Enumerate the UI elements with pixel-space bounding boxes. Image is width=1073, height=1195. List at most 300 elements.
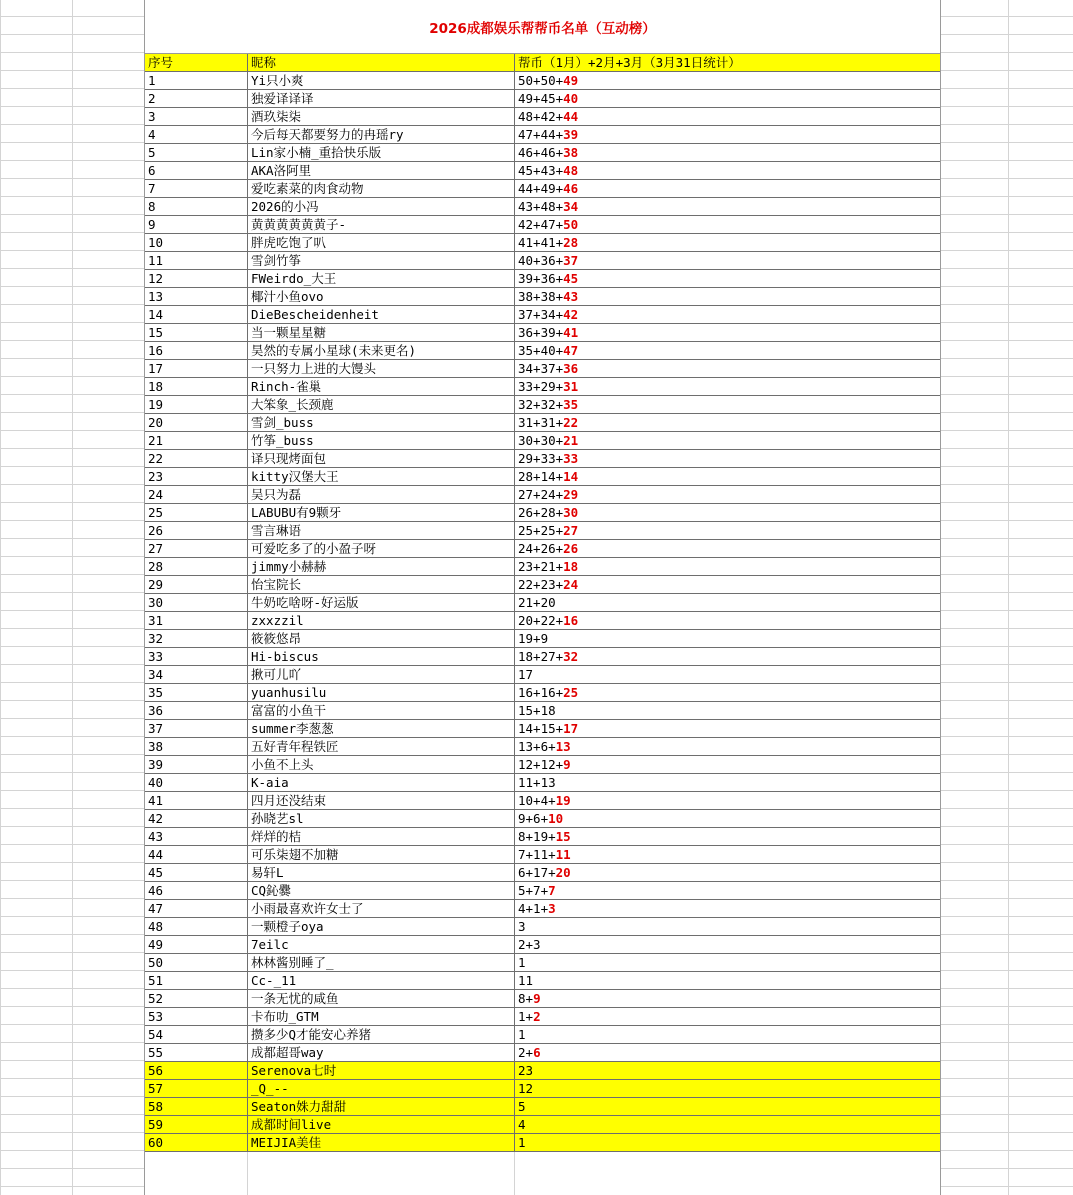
cell-name[interactable]: MEIJIA美佳 bbox=[248, 1134, 515, 1151]
cell-name[interactable]: 一条无忧的咸鱼 bbox=[248, 990, 515, 1007]
cell-coins[interactable] bbox=[515, 1098, 938, 1115]
header-cell-name[interactable]: 昵称 bbox=[248, 54, 515, 71]
table-row bbox=[145, 1062, 940, 1080]
table-row bbox=[145, 144, 940, 162]
coins-previous: 18+27+ bbox=[518, 649, 564, 664]
cell-name[interactable]: 小雨最喜欢许女士了 bbox=[248, 900, 515, 917]
cell-name[interactable]: AKA洛阿里 bbox=[248, 162, 515, 179]
cell-no[interactable]: 23 bbox=[145, 468, 248, 485]
coins-previous: 50+50+ bbox=[518, 73, 564, 88]
cell-no[interactable]: 15 bbox=[145, 324, 248, 341]
table-row bbox=[145, 468, 940, 486]
cell-no[interactable]: 9 bbox=[145, 216, 248, 233]
cell-coins[interactable] bbox=[515, 378, 938, 395]
cell-coins[interactable] bbox=[515, 504, 938, 521]
cell-no[interactable]: 36 bbox=[145, 702, 248, 719]
cell-coins[interactable] bbox=[515, 648, 938, 665]
cell-name[interactable]: DieBescheidenheit bbox=[248, 306, 515, 323]
cell-no[interactable]: 10 bbox=[145, 234, 248, 251]
cell-coins[interactable] bbox=[515, 234, 938, 251]
cell-no[interactable]: 6 bbox=[145, 162, 248, 179]
cell-coins[interactable] bbox=[515, 792, 938, 809]
cell-no[interactable]: 55 bbox=[145, 1044, 248, 1061]
cell-no[interactable]: 5 bbox=[145, 144, 248, 161]
cell-no[interactable]: 34 bbox=[145, 666, 248, 683]
cell-coins[interactable] bbox=[515, 540, 938, 557]
cell-coins[interactable] bbox=[515, 144, 938, 161]
cell-coins[interactable] bbox=[515, 360, 938, 377]
cell-coins[interactable] bbox=[515, 666, 938, 683]
table-row bbox=[145, 954, 940, 972]
cell-coins[interactable] bbox=[515, 990, 938, 1007]
cell-name[interactable]: 昊然的专属小星球(未来更名) bbox=[248, 342, 515, 359]
coins-previous: 27+24+ bbox=[518, 487, 564, 502]
table-row bbox=[145, 792, 940, 810]
cell-no[interactable]: 2 bbox=[145, 90, 248, 107]
coins-march: 37 bbox=[563, 253, 579, 268]
cell-name[interactable]: 雪言琳语 bbox=[248, 522, 515, 539]
cell-no[interactable]: 49 bbox=[145, 936, 248, 953]
table-row bbox=[145, 936, 940, 954]
cell-no[interactable]: 14 bbox=[145, 306, 248, 323]
table-row bbox=[145, 522, 940, 540]
cell-coins[interactable] bbox=[515, 1026, 938, 1043]
table-row bbox=[145, 720, 940, 738]
cell-name[interactable]: jimmy小赫赫 bbox=[248, 558, 515, 575]
coins-previous: 23 bbox=[518, 1063, 534, 1078]
coins-march: 2 bbox=[533, 1009, 541, 1024]
table-row bbox=[145, 72, 940, 90]
cell-name[interactable]: 烊烊的桔 bbox=[248, 828, 515, 845]
table-row bbox=[145, 234, 940, 252]
cell-coins[interactable] bbox=[515, 612, 938, 629]
coins-march: 34 bbox=[563, 199, 579, 214]
coins-march: 33 bbox=[563, 451, 579, 466]
cell-name[interactable]: 可乐柒翅不加糖 bbox=[248, 846, 515, 863]
cell-coins[interactable] bbox=[515, 828, 938, 845]
cell-name[interactable]: 卡布叻_GTM bbox=[248, 1008, 515, 1025]
cell-name[interactable]: 成都超哥way bbox=[248, 1044, 515, 1061]
coins-previous: 33+29+ bbox=[518, 379, 564, 394]
cell-name[interactable]: summer李葱葱 bbox=[248, 720, 515, 737]
cell-no[interactable]: 19 bbox=[145, 396, 248, 413]
cell-coins[interactable] bbox=[515, 252, 938, 269]
cell-name[interactable]: 攒多少Q才能安心养猪 bbox=[248, 1026, 515, 1043]
cell-no[interactable]: 59 bbox=[145, 1116, 248, 1133]
cell-coins[interactable] bbox=[515, 450, 938, 467]
cell-no[interactable]: 18 bbox=[145, 378, 248, 395]
cell-no[interactable]: 27 bbox=[145, 540, 248, 557]
cell-coins[interactable] bbox=[515, 306, 938, 323]
cell-name[interactable]: 五好青年程铁匠 bbox=[248, 738, 515, 755]
cell-coins[interactable] bbox=[515, 630, 938, 647]
cell-name[interactable]: Serenova七时 bbox=[248, 1062, 515, 1079]
cell-no[interactable]: 30 bbox=[145, 594, 248, 611]
coins-march: 21 bbox=[563, 433, 579, 448]
cell-no[interactable]: 39 bbox=[145, 756, 248, 773]
table-row bbox=[145, 1080, 940, 1098]
coins-march: 18 bbox=[563, 559, 579, 574]
table-row bbox=[145, 1044, 940, 1062]
cell-no[interactable]: 60 bbox=[145, 1134, 248, 1151]
cell-name[interactable]: 2026的小冯 bbox=[248, 198, 515, 215]
cell-no[interactable]: 43 bbox=[145, 828, 248, 845]
cell-no[interactable]: 47 bbox=[145, 900, 248, 917]
cell-coins[interactable] bbox=[515, 270, 938, 287]
cell-name[interactable]: 小鱼不上头 bbox=[248, 756, 515, 773]
cell-coins[interactable] bbox=[515, 1062, 938, 1079]
coins-march: 31 bbox=[563, 379, 579, 394]
cell-no[interactable]: 21 bbox=[145, 432, 248, 449]
coins-previous: 16+16+ bbox=[518, 685, 564, 700]
cell-no[interactable]: 45 bbox=[145, 864, 248, 881]
cell-name[interactable]: 竹筝_buss bbox=[248, 432, 515, 449]
cell-no[interactable]: 29 bbox=[145, 576, 248, 593]
table-row bbox=[145, 252, 940, 270]
table-row bbox=[145, 594, 940, 612]
cell-no[interactable]: 57 bbox=[145, 1080, 248, 1097]
table-row bbox=[145, 918, 940, 936]
cell-name[interactable]: FWeirdo_大王 bbox=[248, 270, 515, 287]
cell-coins[interactable] bbox=[515, 846, 938, 863]
cell-name[interactable]: 吴只为磊 bbox=[248, 486, 515, 503]
cell-coins[interactable] bbox=[515, 108, 938, 125]
cell-coins[interactable] bbox=[515, 774, 938, 791]
cell-no[interactable]: 24 bbox=[145, 486, 248, 503]
coins-previous: 29+33+ bbox=[518, 451, 564, 466]
cell-coins[interactable] bbox=[515, 72, 938, 89]
cell-coins[interactable] bbox=[515, 720, 938, 737]
table-row bbox=[145, 756, 940, 774]
coins-previous: 3 bbox=[518, 919, 526, 934]
cell-no[interactable]: 56 bbox=[145, 1062, 248, 1079]
coins-march: 50 bbox=[563, 217, 579, 232]
cell-coins[interactable] bbox=[515, 1044, 938, 1061]
cell-name[interactable]: 一只努力上进的大馒头 bbox=[248, 360, 515, 377]
cell-coins[interactable] bbox=[515, 468, 938, 485]
header-cell-no[interactable]: 序号 bbox=[145, 54, 248, 71]
cell-no[interactable]: 53 bbox=[145, 1008, 248, 1025]
cell-coins[interactable] bbox=[515, 558, 938, 575]
cell-coins[interactable] bbox=[515, 756, 938, 773]
cell-no[interactable]: 46 bbox=[145, 882, 248, 899]
coins-previous: 1+ bbox=[518, 1009, 534, 1024]
cell-name[interactable]: 成都时间live bbox=[248, 1116, 515, 1133]
cell-name[interactable]: Cc-_11 bbox=[248, 972, 515, 989]
coins-previous: 38+38+ bbox=[518, 289, 564, 304]
coins-previous: 31+31+ bbox=[518, 415, 564, 430]
cell-coins[interactable] bbox=[515, 864, 938, 881]
coins-march: 48 bbox=[563, 163, 579, 178]
cell-name[interactable]: Yi只小爽 bbox=[248, 72, 515, 89]
table-row bbox=[145, 846, 940, 864]
table-row bbox=[145, 1008, 940, 1026]
cell-coins[interactable] bbox=[515, 576, 938, 593]
cell-coins[interactable] bbox=[515, 810, 938, 827]
cell-coins[interactable] bbox=[515, 342, 938, 359]
cell-coins[interactable] bbox=[515, 1116, 938, 1133]
cell-no[interactable]: 37 bbox=[145, 720, 248, 737]
table-row bbox=[145, 324, 940, 342]
coins-previous: 1 bbox=[518, 1135, 526, 1150]
cell-coins[interactable] bbox=[515, 414, 938, 431]
cell-coins[interactable] bbox=[515, 684, 938, 701]
cell-no[interactable]: 13 bbox=[145, 288, 248, 305]
cell-no[interactable]: 20 bbox=[145, 414, 248, 431]
cell-name[interactable]: kitty汉堡大王 bbox=[248, 468, 515, 485]
cell-no[interactable]: 7 bbox=[145, 180, 248, 197]
coins-march: 14 bbox=[563, 469, 579, 484]
coins-march: 45 bbox=[563, 271, 579, 286]
cell-coins[interactable] bbox=[515, 954, 938, 971]
cell-no[interactable]: 25 bbox=[145, 504, 248, 521]
cell-name[interactable]: _Q_-- bbox=[248, 1080, 515, 1097]
coins-previous: 25+25+ bbox=[518, 523, 564, 538]
cell-coins[interactable] bbox=[515, 1008, 938, 1025]
coins-march: 29 bbox=[563, 487, 579, 502]
coins-march: 26 bbox=[563, 541, 579, 556]
cell-no[interactable]: 50 bbox=[145, 954, 248, 971]
cell-name[interactable]: Hi-biscus bbox=[248, 648, 515, 665]
coins-march: 25 bbox=[563, 685, 579, 700]
cell-coins[interactable] bbox=[515, 324, 938, 341]
cell-no[interactable]: 32 bbox=[145, 630, 248, 647]
coins-previous: 32+32+ bbox=[518, 397, 564, 412]
cell-no[interactable]: 51 bbox=[145, 972, 248, 989]
cell-coins[interactable] bbox=[515, 216, 938, 233]
table-row bbox=[145, 90, 940, 108]
coins-march: 35 bbox=[563, 397, 579, 412]
table-row bbox=[145, 414, 940, 432]
cell-name[interactable]: Rinch-雀巢 bbox=[248, 378, 515, 395]
table-row bbox=[145, 738, 940, 756]
coins-previous: 21+20 bbox=[518, 595, 556, 610]
cell-name[interactable]: 揪可儿吖 bbox=[248, 666, 515, 683]
coins-previous: 35+40+ bbox=[518, 343, 564, 358]
cell-coins[interactable] bbox=[515, 180, 938, 197]
coins-previous: 12+12+ bbox=[518, 757, 564, 772]
cell-coins[interactable] bbox=[515, 522, 938, 539]
coins-march: 42 bbox=[563, 307, 579, 322]
coins-march: 27 bbox=[563, 523, 579, 538]
cell-no[interactable]: 44 bbox=[145, 846, 248, 863]
cell-coins[interactable] bbox=[515, 594, 938, 611]
coins-previous: 41+41+ bbox=[518, 235, 564, 250]
cell-no[interactable]: 1 bbox=[145, 72, 248, 89]
cell-name[interactable]: 黄黄黄黄黄黄子- bbox=[248, 216, 515, 233]
cell-coins[interactable] bbox=[515, 972, 938, 989]
cell-name[interactable]: 雪剑竹筝 bbox=[248, 252, 515, 269]
cell-coins[interactable] bbox=[515, 702, 938, 719]
cell-coins[interactable] bbox=[515, 486, 938, 503]
cell-coins[interactable] bbox=[515, 162, 938, 179]
cell-no[interactable]: 33 bbox=[145, 648, 248, 665]
table-row bbox=[145, 540, 940, 558]
coins-march: 40 bbox=[563, 91, 579, 106]
table-row bbox=[145, 396, 940, 414]
cell-coins[interactable] bbox=[515, 90, 938, 107]
cell-no[interactable]: 40 bbox=[145, 774, 248, 791]
coins-previous: 43+48+ bbox=[518, 199, 564, 214]
coins-march: 22 bbox=[563, 415, 579, 430]
coins-march: 36 bbox=[563, 361, 579, 376]
coins-previous: 37+34+ bbox=[518, 307, 564, 322]
coins-previous: 24+26+ bbox=[518, 541, 564, 556]
coins-previous: 14+15+ bbox=[518, 721, 564, 736]
cell-name[interactable]: 胖虎吃饱了叭 bbox=[248, 234, 515, 251]
cell-name[interactable]: 雪剑_buss bbox=[248, 414, 515, 431]
table-row bbox=[145, 666, 940, 684]
coins-march: 3 bbox=[548, 901, 556, 916]
coins-march: 49 bbox=[563, 73, 579, 88]
cell-no[interactable]: 28 bbox=[145, 558, 248, 575]
cell-no[interactable]: 48 bbox=[145, 918, 248, 935]
coins-previous: 2+3 bbox=[518, 937, 541, 952]
table-row bbox=[145, 1116, 940, 1134]
cell-name[interactable]: 独爱译译译 bbox=[248, 90, 515, 107]
cell-coins[interactable] bbox=[515, 396, 938, 413]
table-row bbox=[145, 648, 940, 666]
cell-name[interactable]: 四月还没结束 bbox=[248, 792, 515, 809]
cell-name[interactable]: 一颗橙子oya bbox=[248, 918, 515, 935]
cell-coins[interactable] bbox=[515, 936, 938, 953]
cell-name[interactable]: K-aia bbox=[248, 774, 515, 791]
cell-no[interactable]: 41 bbox=[145, 792, 248, 809]
coins-march: 17 bbox=[563, 721, 579, 736]
cell-name[interactable]: 大笨象_长颈鹿 bbox=[248, 396, 515, 413]
cell-no[interactable]: 54 bbox=[145, 1026, 248, 1043]
cell-no[interactable]: 26 bbox=[145, 522, 248, 539]
coins-previous: 20+22+ bbox=[518, 613, 564, 628]
sheet-table bbox=[144, 0, 941, 1195]
coins-march: 47 bbox=[563, 343, 579, 358]
cell-no[interactable]: 22 bbox=[145, 450, 248, 467]
cell-coins[interactable] bbox=[515, 288, 938, 305]
coins-previous: 17 bbox=[518, 667, 534, 682]
table-row bbox=[145, 486, 940, 504]
coins-previous: 5+7+ bbox=[518, 883, 549, 898]
cell-no[interactable]: 11 bbox=[145, 252, 248, 269]
table-row bbox=[145, 774, 940, 792]
cell-coins[interactable] bbox=[515, 918, 938, 935]
cell-name[interactable]: 怡宝院长 bbox=[248, 576, 515, 593]
cell-name[interactable]: 7eilc bbox=[248, 936, 515, 953]
table-row bbox=[145, 558, 940, 576]
header-cell-coins[interactable]: 帮币（1月）+2月+3月（3月31日统计） bbox=[518, 55, 741, 70]
coins-previous: 8+19+ bbox=[518, 829, 556, 844]
coins-previous: 1 bbox=[518, 955, 526, 970]
table-row bbox=[145, 126, 940, 144]
coins-march: 44 bbox=[563, 109, 579, 124]
cell-name[interactable]: Seaton姝力甜甜 bbox=[248, 1098, 515, 1115]
cell-name[interactable]: 酒玖柒柒 bbox=[248, 108, 515, 125]
table-row bbox=[145, 1134, 940, 1152]
cell-no[interactable]: 52 bbox=[145, 990, 248, 1007]
coins-previous: 6+17+ bbox=[518, 865, 556, 880]
cell-no[interactable]: 42 bbox=[145, 810, 248, 827]
cell-name[interactable]: Lin家小楠_重拾快乐版 bbox=[248, 144, 515, 161]
coins-previous: 12 bbox=[518, 1081, 534, 1096]
cell-coins[interactable] bbox=[515, 1134, 938, 1151]
cell-no[interactable]: 8 bbox=[145, 198, 248, 215]
cell-name[interactable]: 筱筱悠昂 bbox=[248, 630, 515, 647]
cell-name[interactable]: 孙晓艺sl bbox=[248, 810, 515, 827]
cell-name[interactable]: 可爱吃多了的小盈子呀 bbox=[248, 540, 515, 557]
cell-name[interactable]: 林林酱别睡了_ bbox=[248, 954, 515, 971]
table-row bbox=[145, 684, 940, 702]
table-row bbox=[145, 702, 940, 720]
cell-name[interactable]: 富富的小鱼干 bbox=[248, 702, 515, 719]
cell-name[interactable]: yuanhusilu bbox=[248, 684, 515, 701]
cell-no[interactable]: 38 bbox=[145, 738, 248, 755]
table-row bbox=[145, 108, 940, 126]
cell-no[interactable]: 16 bbox=[145, 342, 248, 359]
cell-no[interactable]: 12 bbox=[145, 270, 248, 287]
cell-coins[interactable] bbox=[515, 1080, 938, 1097]
coins-march: 15 bbox=[555, 829, 571, 844]
sheet-title[interactable]: 2026成都娱乐帮帮币名单（互动榜） bbox=[145, 0, 940, 54]
cell-name[interactable]: 易轩L bbox=[248, 864, 515, 881]
coins-previous: 19+9 bbox=[518, 631, 549, 646]
coins-previous: 39+36+ bbox=[518, 271, 564, 286]
table-row bbox=[145, 306, 940, 324]
coins-previous: 9+6+ bbox=[518, 811, 549, 826]
table-row bbox=[145, 1098, 940, 1116]
cell-no[interactable]: 4 bbox=[145, 126, 248, 143]
table-row bbox=[145, 882, 940, 900]
coins-previous: 40+36+ bbox=[518, 253, 564, 268]
cell-no[interactable]: 17 bbox=[145, 360, 248, 377]
coins-previous: 44+49+ bbox=[518, 181, 564, 196]
cell-no[interactable]: 35 bbox=[145, 684, 248, 701]
data-rows bbox=[145, 72, 940, 1152]
cell-coins[interactable] bbox=[515, 432, 938, 449]
coins-previous: 8+ bbox=[518, 991, 534, 1006]
coins-march: 19 bbox=[555, 793, 571, 808]
cell-name[interactable]: 译只现烤面包 bbox=[248, 450, 515, 467]
cell-coins[interactable] bbox=[515, 738, 938, 755]
cell-coins[interactable] bbox=[515, 900, 938, 917]
cell-name[interactable]: CQ鈊爨 bbox=[248, 882, 515, 899]
cell-name[interactable]: LABUBU有9颗牙 bbox=[248, 504, 515, 521]
cell-name[interactable]: 牛奶吃啥呀-好运版 bbox=[248, 594, 515, 611]
cell-no[interactable]: 31 bbox=[145, 612, 248, 629]
cell-name[interactable]: 当一颗星星糖 bbox=[248, 324, 515, 341]
cell-name[interactable]: 椰汁小鱼ovo bbox=[248, 288, 515, 305]
cell-coins[interactable] bbox=[515, 882, 938, 899]
coins-march: 28 bbox=[563, 235, 579, 250]
cell-coins[interactable] bbox=[515, 126, 938, 143]
coins-march: 24 bbox=[563, 577, 579, 592]
cell-name[interactable]: zxxzzil bbox=[248, 612, 515, 629]
table-row bbox=[145, 162, 940, 180]
table-row bbox=[145, 432, 940, 450]
coins-previous: 11 bbox=[518, 973, 534, 988]
coins-march: 9 bbox=[533, 991, 541, 1006]
cell-name[interactable]: 今后每天都要努力的冉瑶ry bbox=[248, 126, 515, 143]
table-row bbox=[145, 864, 940, 882]
coins-previous: 28+14+ bbox=[518, 469, 564, 484]
cell-no[interactable]: 3 bbox=[145, 108, 248, 125]
coins-march: 10 bbox=[548, 811, 564, 826]
cell-no[interactable]: 58 bbox=[145, 1098, 248, 1115]
coins-previous: 48+42+ bbox=[518, 109, 564, 124]
cell-coins[interactable] bbox=[515, 198, 938, 215]
coins-previous: 30+30+ bbox=[518, 433, 564, 448]
table-row bbox=[145, 810, 940, 828]
cell-name[interactable]: 爱吃素菜的肉食动物 bbox=[248, 180, 515, 197]
coins-march: 41 bbox=[563, 325, 579, 340]
